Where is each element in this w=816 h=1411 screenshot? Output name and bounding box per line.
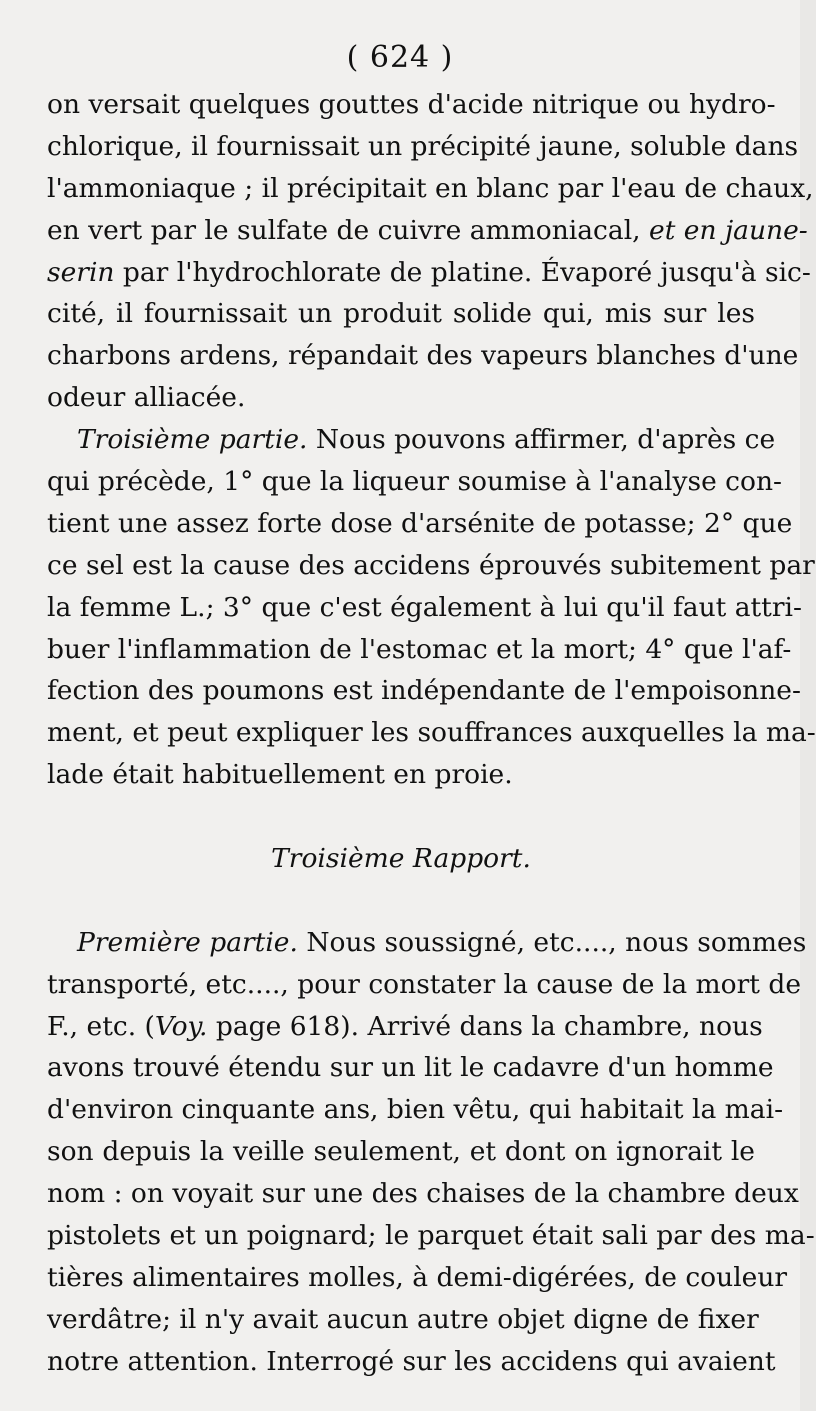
- text-line: d'environ cinquante ans, bien vêtu, qui habitait la mai-: [47, 1094, 784, 1126]
- italic-text: Voy.: [154, 1010, 208, 1042]
- text-line: transporté, etc...., pour constater la cause de la mort de: [47, 968, 802, 1000]
- text-line: [47, 252, 811, 294]
- section-heading: Troisième Rapport.: [271, 843, 531, 875]
- body-text: [47, 84, 816, 1383]
- text-line: ment, et peut expliquer les souffrances auxquelles la ma-: [47, 717, 816, 749]
- text-line: l'ammoniaque ; il précipitait en blanc par l'eau de chaux,: [47, 172, 814, 204]
- text-line: son depuis la veille seulement, et dont on ignorait le: [47, 1136, 755, 1168]
- text-line: on versait quelques gouttes d'acide nitrique ou hydro-: [47, 89, 776, 120]
- section-lead-italic: Troisième partie.: [77, 424, 308, 456]
- text-line: fection des poumons est indépendante de l'empoisonne-: [47, 675, 801, 707]
- text-run: Nous soussigné, etc...., nous sommes: [297, 926, 807, 958]
- text-line: ce sel est la cause des accidens éprouvés subitement par: [47, 549, 815, 581]
- text-line: odeur alliacée.: [47, 382, 246, 414]
- text-line: avons trouvé étendu sur un lit le cadavre d'un homme: [47, 1052, 774, 1084]
- text-line: buer l'inflammation de l'estomac et la mort; 4° que l'af-: [47, 633, 792, 665]
- text-line: tières alimentaires molles, à demi-digérées, de couleur: [47, 1261, 788, 1293]
- text-run: en vert par le sulfate de cuivre ammoniacal,: [47, 214, 650, 246]
- text-line: lade était habituellement en proie.: [47, 759, 513, 791]
- spacer: [47, 796, 755, 838]
- italic-text: serin: [47, 256, 115, 288]
- text-line: chlorique, il fournissait un précipité jaune, soluble dans: [47, 130, 799, 162]
- text-line: verdâtre; il n'y avait aucun autre objet digne de fixer: [47, 1303, 759, 1335]
- text-run: F., etc. (: [47, 1010, 155, 1042]
- italic-text: et en jaune-: [649, 214, 808, 246]
- text-line: pistolets et un poignard; le parquet était sali par des ma-: [47, 1220, 815, 1252]
- text-run: par l'hydrochlorate de platine. Évaporé jusqu'à sic-: [114, 256, 811, 288]
- text-line: charbons ardens, répandait des vapeurs blanches d'une: [47, 340, 799, 372]
- text-run: page 618). Arrivé dans la chambre, nous: [207, 1010, 763, 1042]
- text-line: qui précède, 1° que la liqueur soumise à l'analyse con-: [47, 466, 782, 498]
- text-line: [47, 210, 808, 252]
- text-line: notre attention. Interrogé sur les accidens qui avaient: [47, 1345, 776, 1377]
- text-line: [47, 419, 776, 461]
- text-run: Nous pouvons affirmer, d'après ce: [307, 424, 776, 456]
- text-line: [47, 1006, 763, 1048]
- text-line: nom : on voyait sur une des chaises de la chambre deux: [47, 1178, 799, 1210]
- text-line: tient une assez forte dose d'arsénite de potasse; 2° que: [47, 507, 793, 539]
- spacer: [47, 880, 755, 922]
- section-lead-italic: Première partie.: [77, 926, 298, 958]
- page-number: ( 624 ): [346, 40, 454, 75]
- text-line: [47, 922, 807, 964]
- text-line: la femme L.; 3° que c'est également à lui qu'il faut attri-: [47, 591, 802, 623]
- text-line: cité, il fournissait un produit solide qui, mis sur les: [47, 298, 755, 330]
